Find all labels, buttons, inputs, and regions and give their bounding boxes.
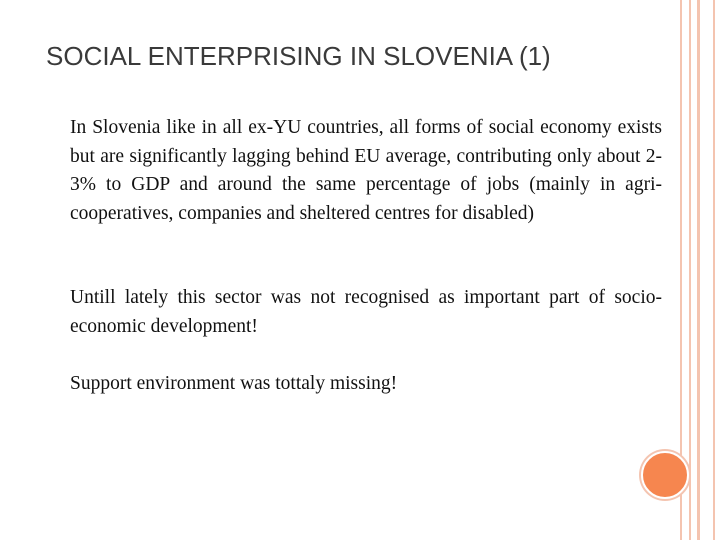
body-paragraph-1: In Slovenia like in all ex-YU countries, all forms of social economy exists but are significantly lagging behind EU average, contributing only about 2-3% to GDP and around the same percentage of jobs (mainly in agri- cooperatives, companies and sheltered centres for disabled) bbox=[70, 117, 662, 224]
decorative-rule bbox=[713, 0, 715, 540]
decorative-rule bbox=[689, 0, 691, 540]
body-paragraph-3: Support environment was tottaly missing! bbox=[70, 373, 398, 394]
slide-title: SOCIAL ENTERPRISING IN SLOVENIA (1) bbox=[46, 41, 551, 71]
decorative-rule bbox=[697, 0, 700, 540]
body-paragraph-2: Untill lately this sector was not recognised as important part of socio-economic development! bbox=[70, 287, 662, 337]
decorative-circle bbox=[641, 451, 689, 499]
